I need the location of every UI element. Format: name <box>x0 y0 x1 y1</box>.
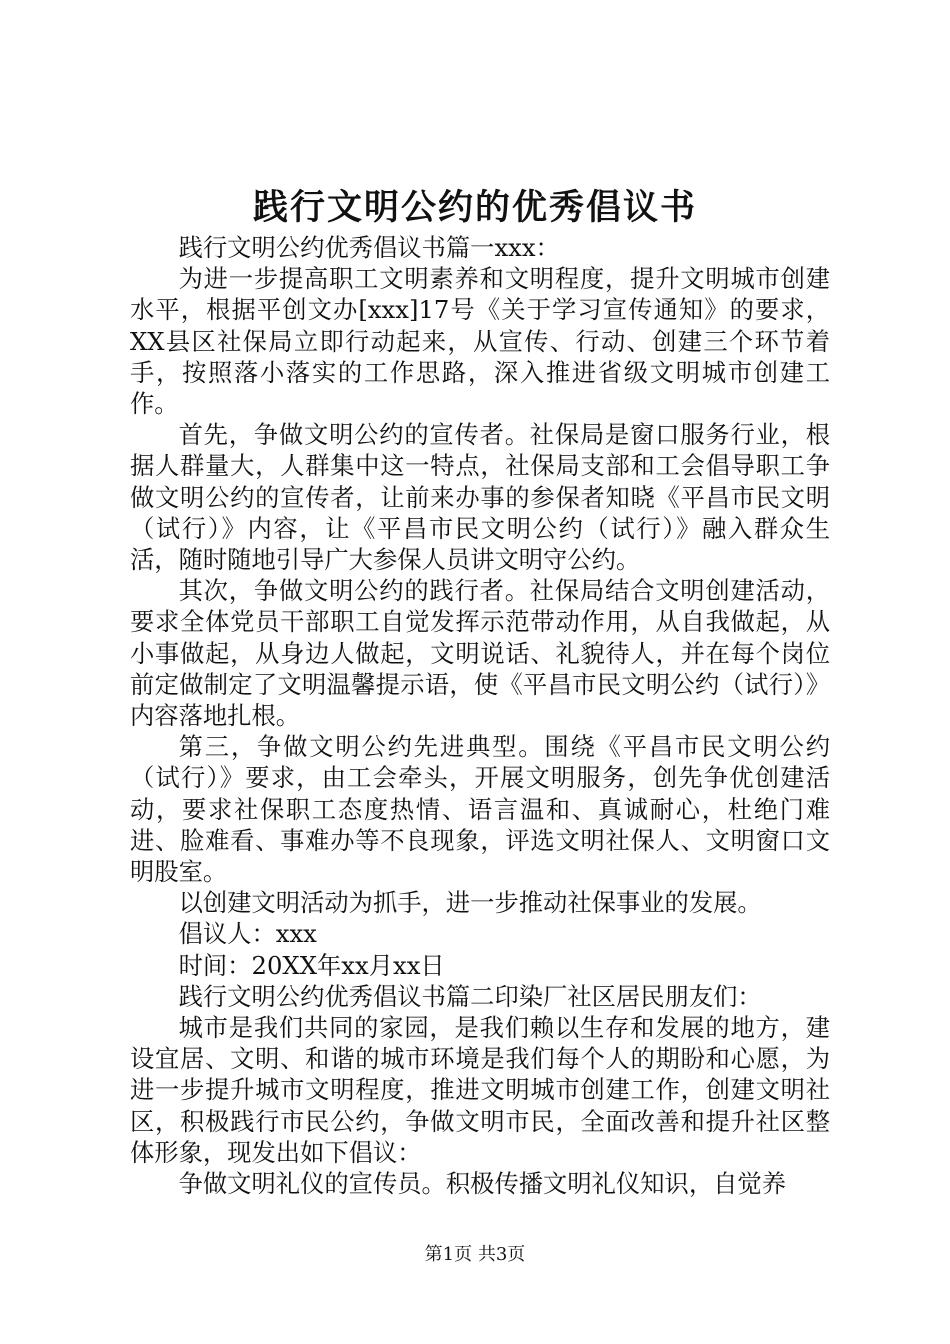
paragraph: 践行文明公约优秀倡议书篇一xxx： <box>178 233 560 262</box>
document-body <box>130 232 830 1199</box>
paragraph: 城市是我们共同的家园，是我们赖以生存和发展的地方，建设宜居、文明、和谐的城市环境是我们每个人的期盼和心愿，为进一步提升城市文明程度，推进文明城市创建工作，创建文明社区，积极践行市民公约，争做文明市民，全面改善和提升社区整体形象，现发出如下倡议： <box>130 1013 830 1167</box>
document-title: 践行文明公约的优秀倡议书 <box>252 187 697 228</box>
paragraph: 第三，争做文明公约先进典型。围绕《平昌市民文明公约（试行）》要求，由工会牵头，开展文明服务，创先争优创建活动，要求社保职工态度热情、语言温和、真诚耐心，杜绝门难进、脸难看、事难办等不良现象，评选文明社保人、文明窗口文明股室。 <box>130 732 830 887</box>
paragraph: 践行文明公约优秀倡议书篇二印染厂社区居民朋友们： <box>178 981 762 1011</box>
paragraph: 其次，争做文明公约的践行者。社保局结合文明创建活动，要求全体党员干部职工自觉发挥示范带动作用，从自我做起，从小事做起，从身边人做起，文明说话、礼貌待人，并在每个岗位前定做制定了文明温馨提示语，使《平昌市民文明公约（试行）》内容落地扎根。 <box>130 576 830 731</box>
page-footer: 第1页 共3页 <box>424 1244 526 1265</box>
paragraph: 首先，争做文明公约的宣传者。社保局是窗口服务行业，根据人群量大，人群集中这一特点，社保局支部和工会倡导职工争做文明公约的宣传者，让前来办事的参保者知晓《平昌市民文明（试行）》内容，让《平昌市民文明公约（试行）》融入群众生活，随时随地引导广大参保人员讲文明守公约。 <box>130 420 830 575</box>
signature-line: 倡议人：xxx <box>178 919 317 949</box>
paragraph: 为进一步提高职工文明素养和文明程度，提升文明城市创建水平，根据平创文办[xxx]17号《关于学习宣传通知》的要求，XX县区社保局立即行动起来，从宣传、行动、创建三个环节着手，按照落小落实的工作思路，深入推进省级文明城市创建工作。 <box>130 264 830 419</box>
paragraph: 争做文明礼仪的宣传员。积极传播文明礼仪知识，自觉养 <box>178 1169 787 1199</box>
date-line: 时间：20XX年xx月xx日 <box>178 950 445 980</box>
paragraph: 以创建文明活动为抓手，进一步推动社保事业的发展。 <box>178 888 762 918</box>
